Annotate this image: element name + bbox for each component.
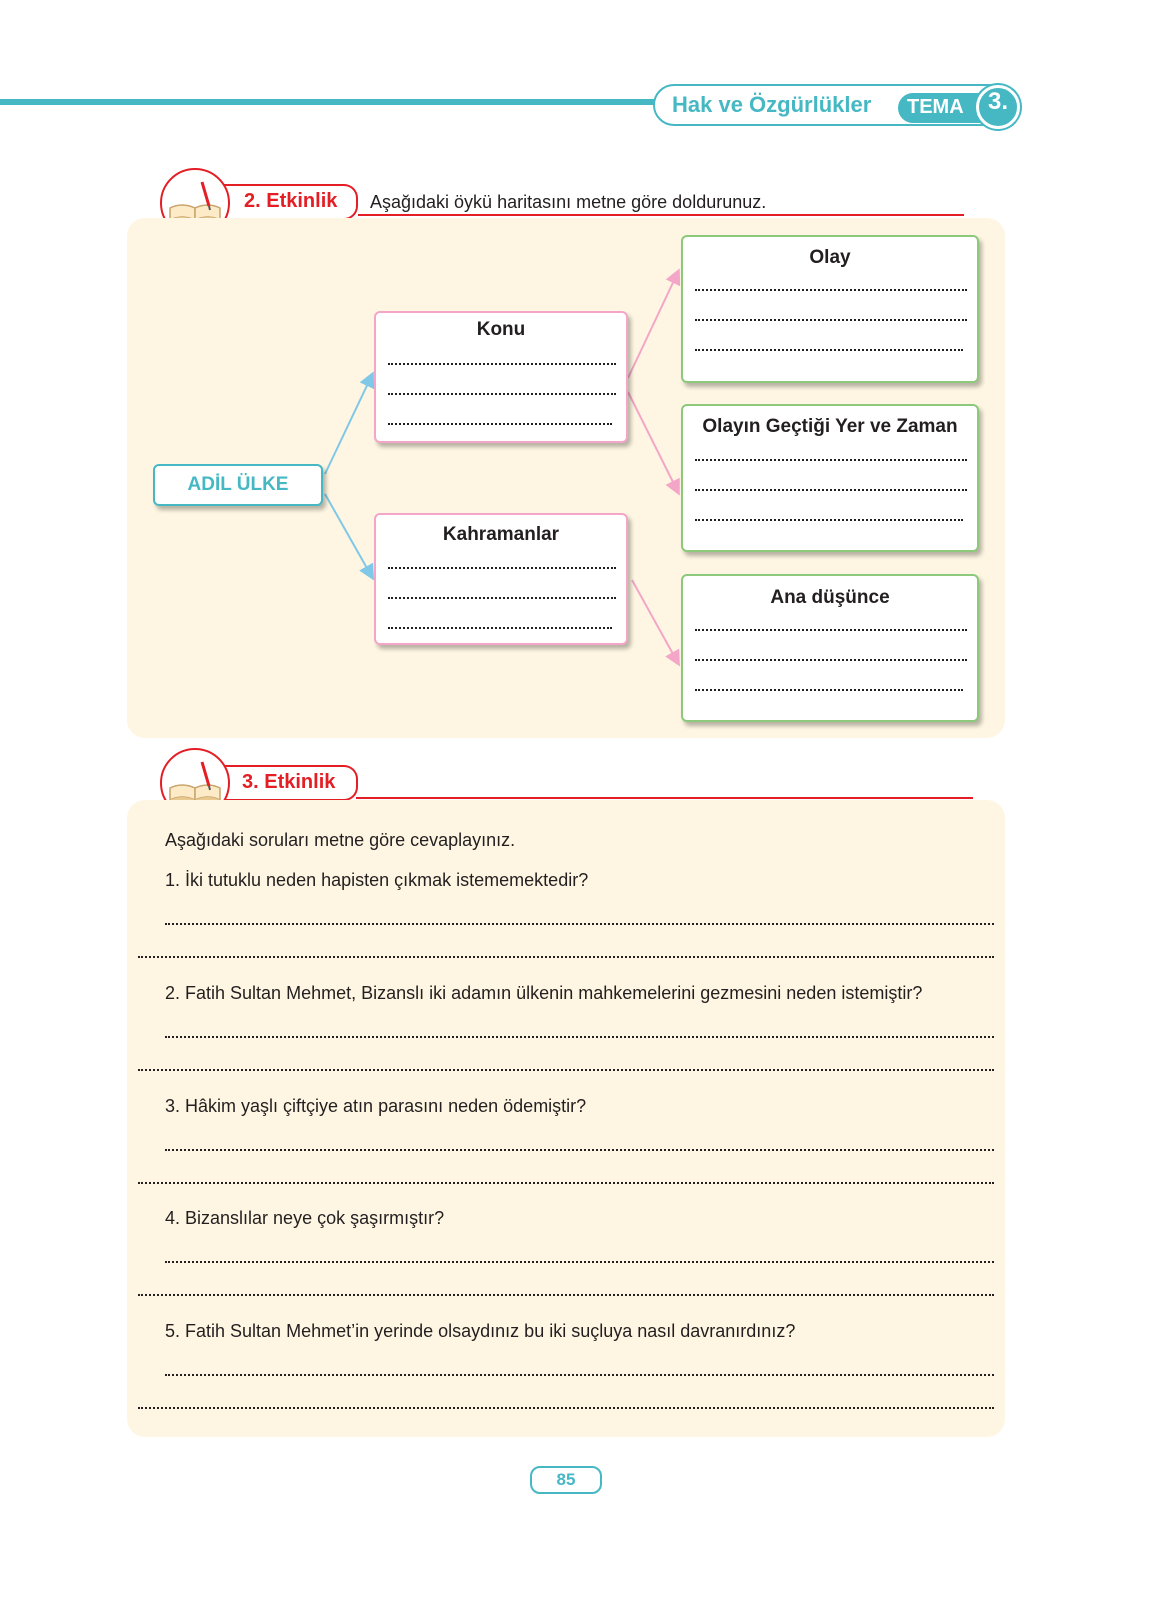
box-kahramanlar — [374, 513, 628, 645]
answer-line[interactable] — [695, 349, 963, 351]
questions-intro: Aşağıdaki soruları metne göre cevaplayınız. — [165, 830, 516, 850]
box-kahramanlar-title: Kahramanlar — [442, 524, 560, 545]
activity3-label: 3. Etkinlik — [242, 771, 336, 793]
answer-line[interactable] — [695, 319, 967, 321]
answer-line[interactable] — [695, 289, 967, 291]
activity2-label: 2. Etkinlik — [244, 190, 338, 212]
answer-line[interactable] — [165, 1374, 994, 1376]
box-olay-title: Olay — [809, 247, 851, 268]
page-number: 85 — [556, 1470, 576, 1489]
question-3: 3. Hâkim yaşlı çiftçiye atın parasını neden ödemiştir? — [165, 1096, 587, 1116]
answer-line[interactable] — [388, 423, 612, 425]
arrow-to-konu — [325, 375, 372, 474]
box-ana-dusunce-title: Ana düşünce — [770, 587, 890, 608]
answer-line[interactable] — [695, 489, 967, 491]
arrow-to-kahramanlar — [325, 494, 372, 577]
answer-line[interactable] — [138, 1182, 994, 1184]
box-yer-zaman — [681, 404, 979, 552]
answer-line[interactable] — [138, 1069, 994, 1071]
tema-label: TEMA — [907, 96, 964, 118]
box-olay — [681, 235, 979, 383]
answer-line[interactable] — [695, 689, 963, 691]
arrow-to-olay — [628, 272, 678, 378]
question-5: 5. Fatih Sultan Mehmet’in yerinde olsaydınız bu iki suçluya nasıl davranırdınız? — [165, 1321, 796, 1341]
box-yer-zaman-title: Olayın Geçtiği Yer ve Zaman — [702, 416, 958, 437]
story-title: ADİL ÜLKE — [187, 474, 289, 495]
question-2: 2. Fatih Sultan Mehmet, Bizanslı iki adamın ülkenin mahkemelerini gezmesini neden istemiştir? — [165, 983, 923, 1003]
answer-line[interactable] — [695, 519, 963, 521]
theme-title: Hak ve Özgürlükler — [672, 92, 872, 117]
answer-line[interactable] — [388, 627, 612, 629]
answer-line[interactable] — [138, 1407, 994, 1409]
box-konu-title: Konu — [476, 319, 526, 340]
answer-line[interactable] — [388, 363, 616, 365]
answer-line[interactable] — [388, 597, 616, 599]
answer-line[interactable] — [695, 629, 967, 631]
box-ana-dusunce — [681, 574, 979, 722]
answer-line[interactable] — [165, 923, 994, 925]
arrow-to-ana-dusunce — [632, 580, 678, 663]
answer-line[interactable] — [165, 1261, 994, 1263]
answer-line[interactable] — [138, 956, 994, 958]
answer-line[interactable] — [138, 1294, 994, 1296]
activity3-rule — [356, 797, 973, 799]
answer-line[interactable] — [388, 567, 616, 569]
activity2-instruction: Aşağıdaki öykü haritasını metne göre doldurunuz. — [370, 192, 767, 212]
arrow-to-yer-zaman — [628, 392, 678, 492]
answer-line[interactable] — [165, 1036, 994, 1038]
question-4: 4. Bizanslılar neye çok şaşırmıştır? — [165, 1208, 445, 1228]
answer-line[interactable] — [695, 459, 967, 461]
box-konu — [374, 311, 628, 443]
answer-line[interactable] — [388, 393, 616, 395]
answer-line[interactable] — [695, 659, 967, 661]
tema-number: 3. — [987, 88, 1008, 115]
question-1: 1. İki tutuklu neden hapisten çıkmak istememektedir? — [165, 870, 589, 890]
answer-line[interactable] — [165, 1149, 994, 1151]
